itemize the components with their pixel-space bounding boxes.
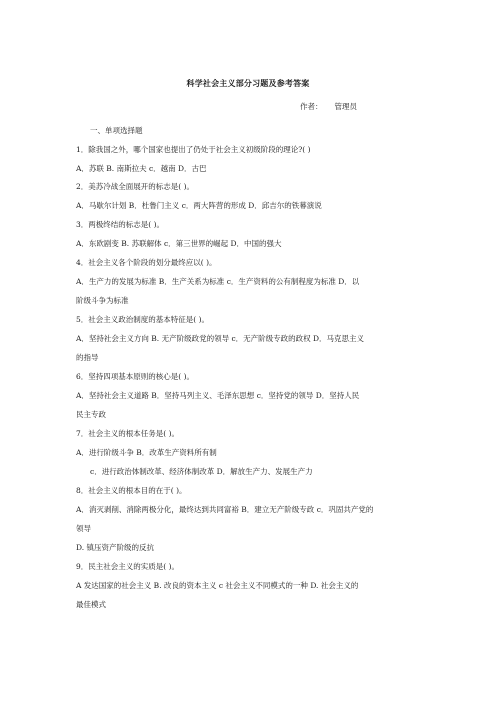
options-4: A．生产力的发展为标准 B．生产关系为标准 c．生产资料的公有制程度为标准 D．以 — [76, 277, 360, 286]
question-8: 8．社会主义的根本目的在于( )。 — [76, 486, 187, 495]
options-1: A．苏联 B. 南斯拉夫 c．越南 D．古巴 — [76, 164, 207, 173]
options-6: A．坚持社会主义道路 B．坚持马列主义、毛泽东思想 c．坚持党的领导 D．坚持人民 — [76, 391, 360, 400]
question-3: 3．两极终结的标志是( )。 — [76, 220, 165, 229]
options-8-cont: 领导 — [76, 524, 91, 533]
question-2: 2．美苏冷战全面展开的标志是( )。 — [76, 182, 195, 191]
question-6: 6．坚持四项基本原则的核心是( )。 — [76, 372, 195, 381]
options-4-cont: 阶级斗争为标准 — [76, 296, 129, 305]
section-heading: 一、单项选择题 — [90, 126, 143, 135]
question-4: 4．社会主义各个阶段的划分最终应以( )。 — [76, 258, 217, 267]
options-7-cont: c．进行政治体制改革、经济体制改革 D．解放生产力、发展生产力 — [90, 467, 313, 476]
author-line — [300, 101, 420, 112]
options-9-cont: 最佳模式 — [76, 600, 106, 609]
author-label: 作者： — [300, 102, 323, 111]
options-6-cont: 民主专政 — [76, 410, 106, 419]
options-2: A．马歇尔计划 B．杜鲁门主义 c．两大阵营的形成 D．邱吉尔的铁幕演说 — [76, 201, 322, 210]
author-name: 管理员 — [334, 102, 357, 111]
options-5: A．坚持社会主义方向 B. 无产阶级政党的领导 c．无产阶级专政的政权 D．马克思主义 — [76, 334, 365, 343]
document-title: 科学社会主义部分习题及参考答案 — [186, 78, 310, 88]
question-5: 5．社会主义政治制度的基本特征是( )。 — [76, 315, 210, 324]
question-7: 7．社会主义的根本任务是( )。 — [76, 429, 180, 438]
question-1: 1．除我国之外，哪个国家也提出了仍处于社会主义初级阶段的理论?( ) — [76, 145, 311, 154]
options-8: A．消灭剥削、消除两极分化，最终达到共同富裕 B．建立无产阶级专政 c．巩固共产党的 — [76, 505, 374, 514]
options-5-cont: 的指导 — [76, 353, 99, 362]
options-7: A．进行阶级斗争 B．改革生产资料所有制 — [76, 448, 217, 457]
options-9: A 发达国家的社会主义 B. 改良的资本主义 c 社会主义不同模式的一种 D. 社会主义的 — [76, 581, 359, 590]
options-8-d: D. 镇压资产阶级的反抗 — [76, 543, 155, 552]
question-9: 9．民主社会主义的实质是( )。 — [76, 562, 180, 571]
options-3: A．东欧剧变 B. 苏联解体 c．第三世界的崛起 D．中国的强大 — [76, 239, 282, 248]
